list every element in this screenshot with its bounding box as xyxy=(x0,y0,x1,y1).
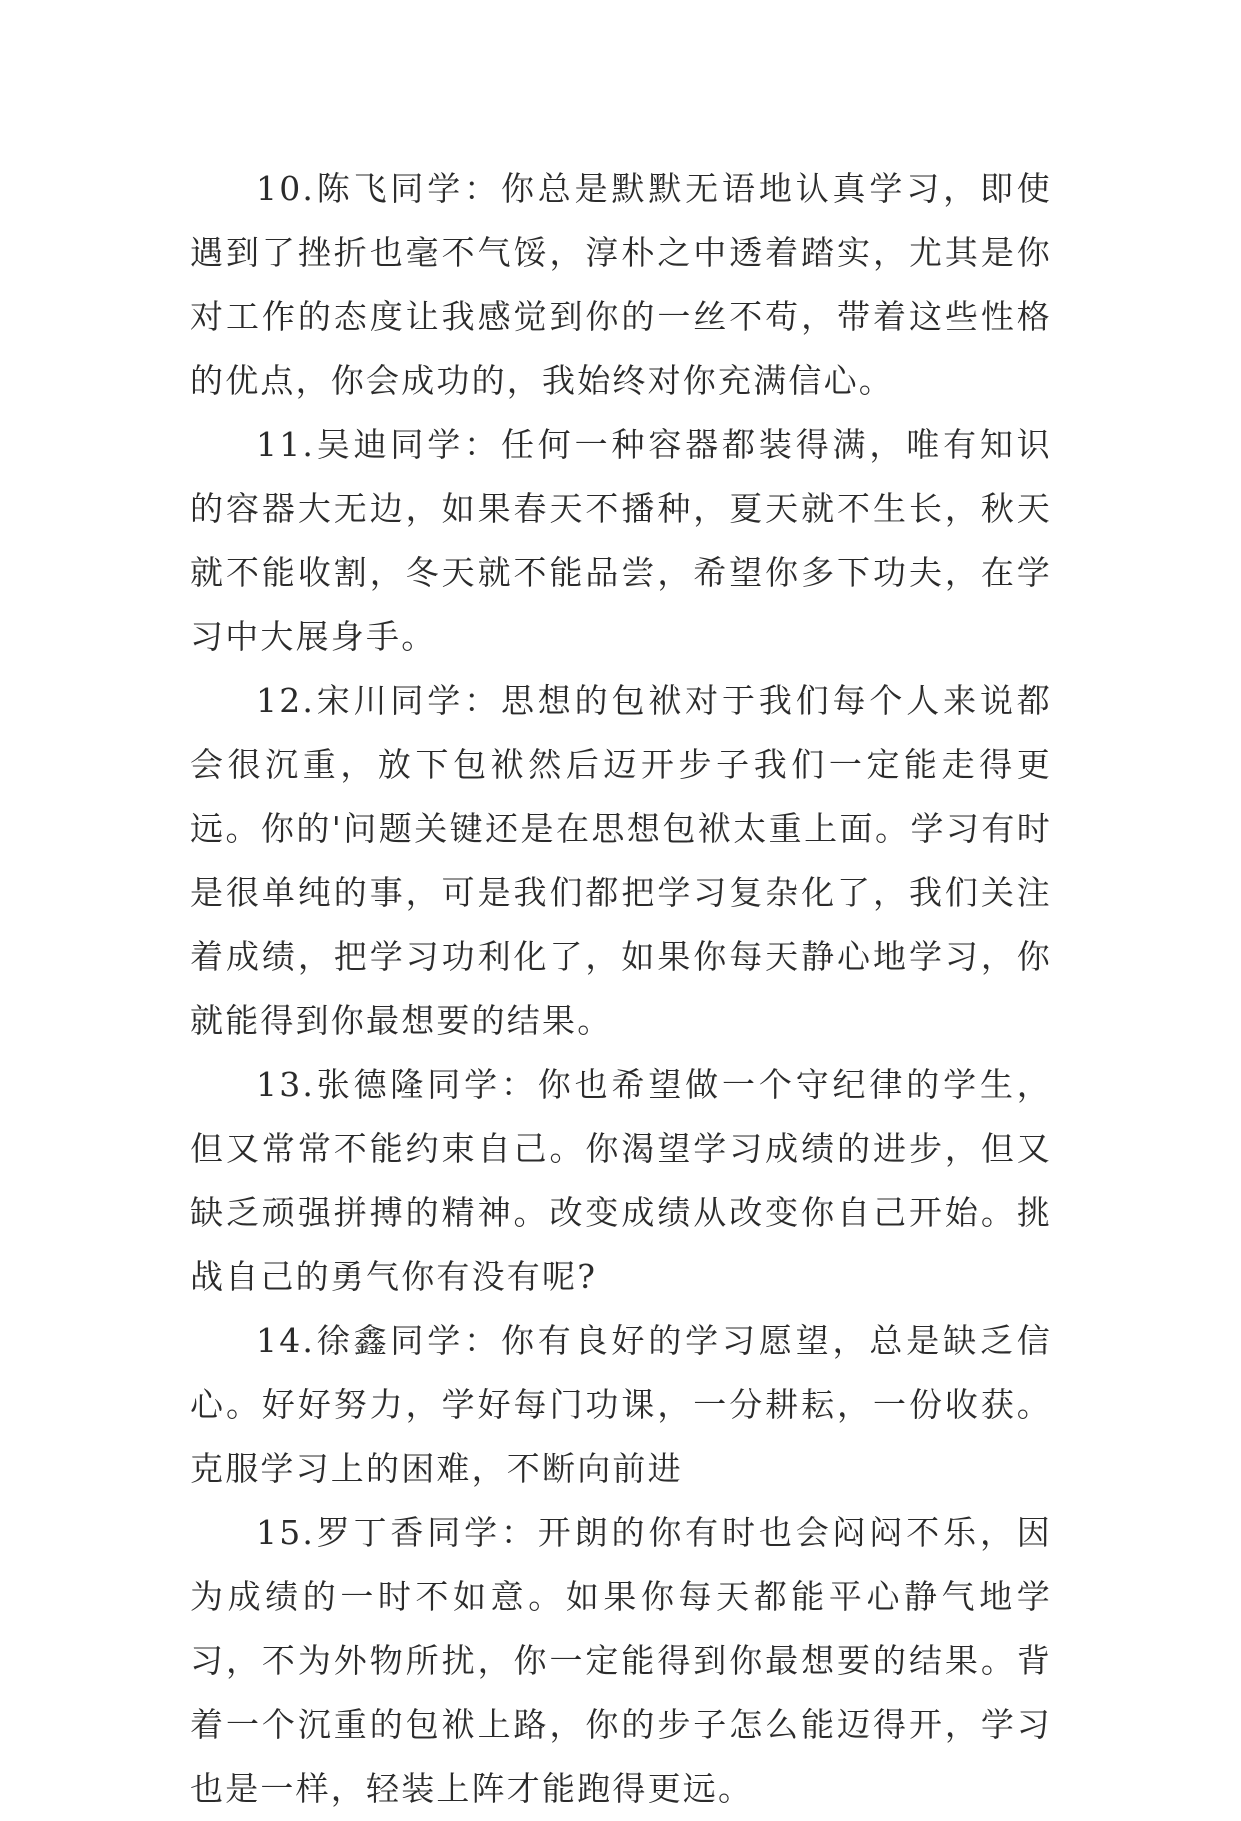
document-body xyxy=(190,157,1052,1821)
paragraph-10: 10.陈飞同学：你总是默默无语地认真学习，即使遇到了挫折也毫不气馁，淳朴之中透着踏实，尤其是你对工作的态度让我感觉到你的一丝不苟，带着这些性格的优点，你会成功的，我始终对你充满信心。 xyxy=(190,169,1052,400)
paragraph-13: 13.张德隆同学：你也希望做一个守纪律的学生，但又常常不能约束自己。你渴望学习成绩的进步，但又缺乏顽强拼搏的精神。改变成绩从改变你自己开始。挑战自己的勇气你有没有呢? xyxy=(190,1065,1052,1296)
paragraph-11: 11.吴迪同学：任何一种容器都装得满，唯有知识的容器大无边，如果春天不播种，夏天就不生长，秋天就不能收割，冬天就不能品尝，希望你多下功夫，在学习中大展身手。 xyxy=(190,425,1052,656)
paragraph-14: 14.徐鑫同学：你有良好的学习愿望，总是缺乏信心。好好努力，学好每门功课，一分耕耘，一份收获。克服学习上的困难，不断向前进 xyxy=(190,1321,1052,1488)
paragraph-12: 12.宋川同学：思想的包袱对于我们每个人来说都会很沉重，放下包袱然后迈开步子我们一定能走得更远。你的'问题关键还是在思想包袱太重上面。学习有时是很单纯的事，可是我们都把学习复杂化了，我们关注着成绩，把学习功利化了，如果你每天静心地学习，你就能得到你最想要的结果。 xyxy=(190,681,1052,1040)
paragraph-15: 15.罗丁香同学：开朗的你有时也会闷闷不乐，因为成绩的一时不如意。如果你每天都能平心静气地学习，不为外物所扰，你一定能得到你最想要的结果。背着一个沉重的包袱上路，你的步子怎么能迈得开，学习也是一样，轻装上阵才能跑得更远。 xyxy=(190,1513,1052,1808)
